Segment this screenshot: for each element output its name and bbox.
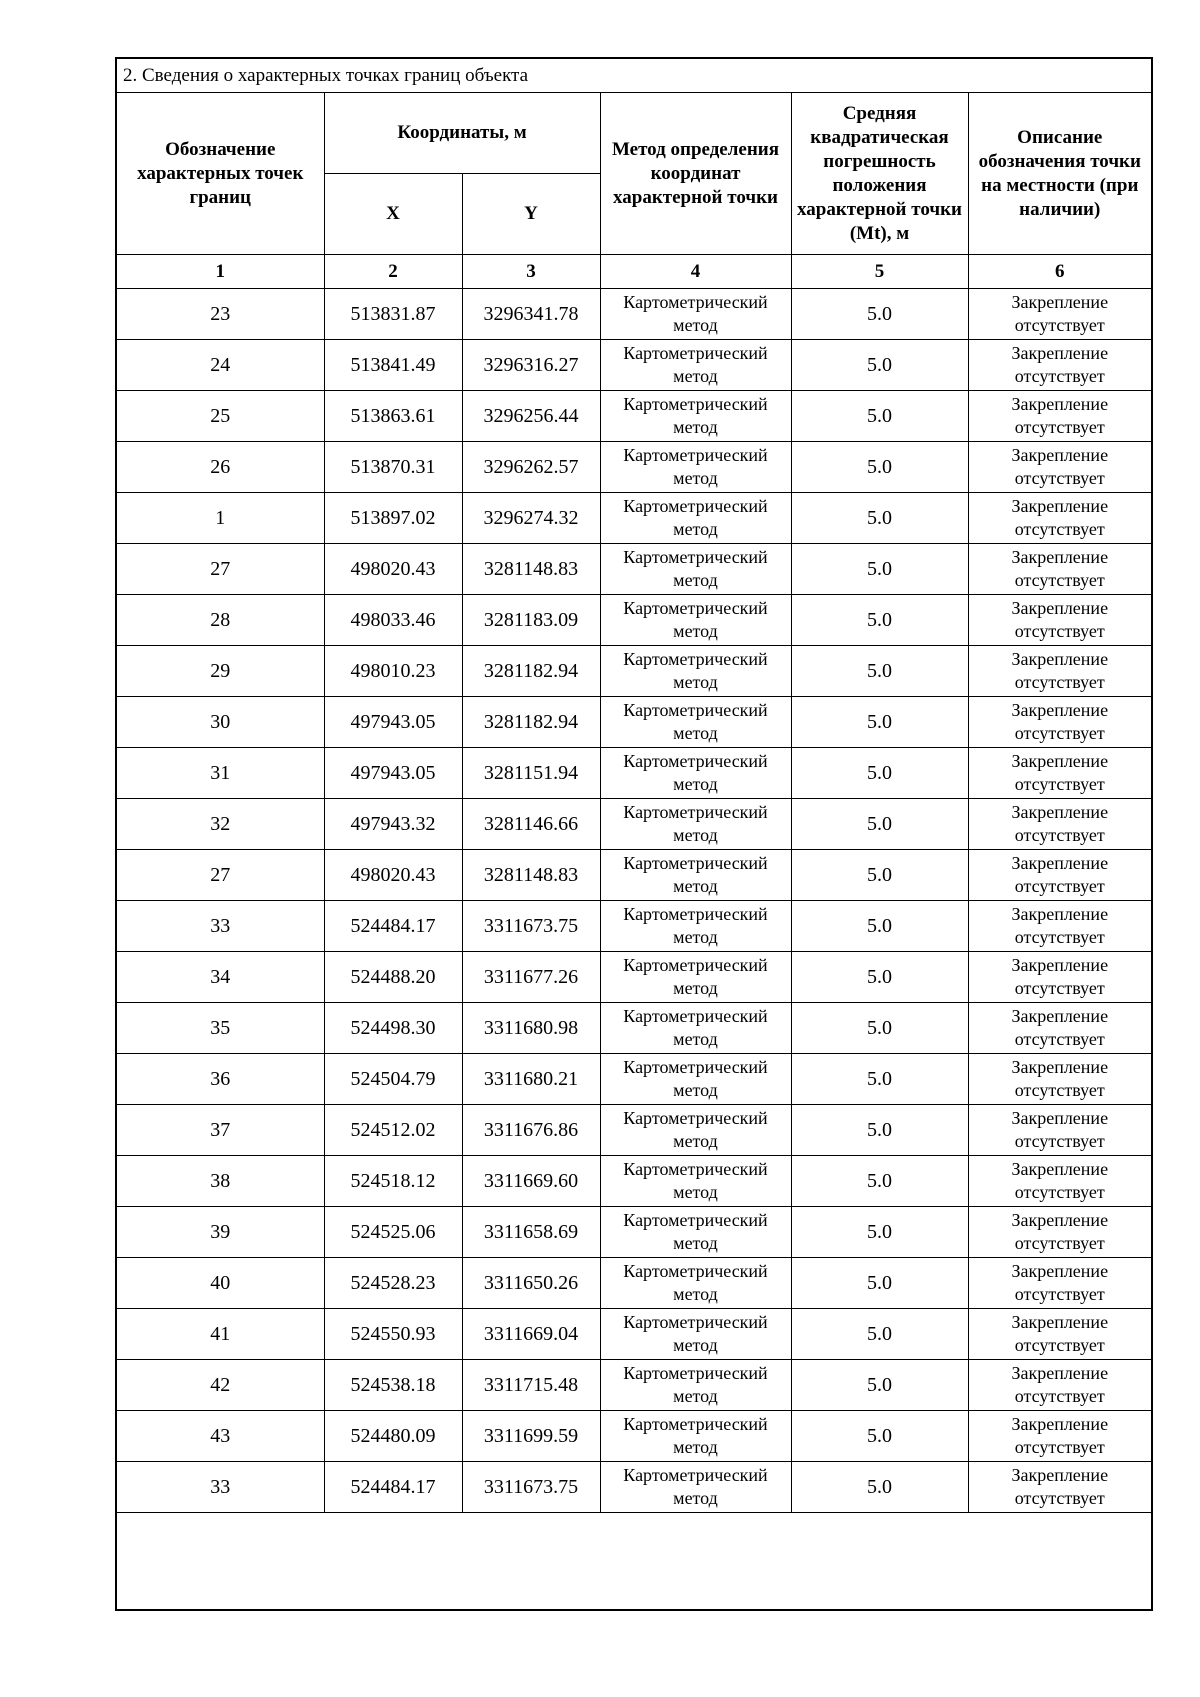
y-coordinate-cell: 3296316.27 <box>462 340 600 391</box>
header-method: Метод определения координат характерной точки <box>600 93 791 255</box>
description-cell: Закрепление отсутствует <box>968 1156 1151 1207</box>
table-row <box>117 1054 1151 1105</box>
description-cell: Закрепление отсутствует <box>968 1054 1151 1105</box>
error-cell: 5.0 <box>791 1156 968 1207</box>
point-cell: 37 <box>117 1105 324 1156</box>
x-coordinate-cell: 524538.18 <box>324 1360 462 1411</box>
table-row <box>117 1309 1151 1360</box>
error-cell: 5.0 <box>791 850 968 901</box>
x-coordinate-cell: 524480.09 <box>324 1411 462 1462</box>
table-row <box>117 1207 1151 1258</box>
header-coordinates: Координаты, м <box>324 93 600 174</box>
method-cell: Картометрический метод <box>600 340 791 391</box>
error-cell: 5.0 <box>791 697 968 748</box>
error-cell: 5.0 <box>791 1207 968 1258</box>
description-cell: Закрепление отсутствует <box>968 697 1151 748</box>
header-designation: Обозначение характерных точек границ <box>117 93 324 255</box>
method-cell: Картометрический метод <box>600 1309 791 1360</box>
method-cell: Картометрический метод <box>600 748 791 799</box>
column-number: 1 <box>117 255 324 289</box>
y-coordinate-cell: 3281148.83 <box>462 850 600 901</box>
header-x: X <box>324 174 462 255</box>
description-cell: Закрепление отсутствует <box>968 442 1151 493</box>
section-title: 2. Сведения о характерных точках границ объекта <box>117 59 1151 93</box>
y-coordinate-cell: 3296256.44 <box>462 391 600 442</box>
header-description: Описание обозначения точки на местности (при наличии) <box>968 93 1151 255</box>
x-coordinate-cell: 497943.05 <box>324 748 462 799</box>
description-cell: Закрепление отсутствует <box>968 952 1151 1003</box>
description-cell: Закрепление отсутствует <box>968 1003 1151 1054</box>
description-cell: Закрепление отсутствует <box>968 901 1151 952</box>
y-coordinate-cell: 3296341.78 <box>462 289 600 340</box>
method-cell: Картометрический метод <box>600 544 791 595</box>
description-cell: Закрепление отсутствует <box>968 799 1151 850</box>
y-coordinate-cell: 3311650.26 <box>462 1258 600 1309</box>
table-row <box>117 544 1151 595</box>
y-coordinate-cell: 3311673.75 <box>462 901 600 952</box>
error-cell: 5.0 <box>791 493 968 544</box>
method-cell: Картометрический метод <box>600 1360 791 1411</box>
point-cell: 29 <box>117 646 324 697</box>
error-cell: 5.0 <box>791 442 968 493</box>
y-coordinate-cell: 3281182.94 <box>462 646 600 697</box>
description-cell: Закрепление отсутствует <box>968 748 1151 799</box>
x-coordinate-cell: 524498.30 <box>324 1003 462 1054</box>
method-cell: Картометрический метод <box>600 850 791 901</box>
method-cell: Картометрический метод <box>600 1411 791 1462</box>
method-cell: Картометрический метод <box>600 1054 791 1105</box>
description-cell: Закрепление отсутствует <box>968 1105 1151 1156</box>
method-cell: Картометрический метод <box>600 901 791 952</box>
error-cell: 5.0 <box>791 289 968 340</box>
y-coordinate-cell: 3311677.26 <box>462 952 600 1003</box>
table-row <box>117 442 1151 493</box>
point-cell: 28 <box>117 595 324 646</box>
point-cell: 33 <box>117 901 324 952</box>
point-cell: 34 <box>117 952 324 1003</box>
method-cell: Картометрический метод <box>600 1462 791 1513</box>
boundary-points-document <box>115 57 1153 1611</box>
error-cell: 5.0 <box>791 1462 968 1513</box>
x-coordinate-cell: 524528.23 <box>324 1258 462 1309</box>
point-cell: 23 <box>117 289 324 340</box>
table-row <box>117 1258 1151 1309</box>
x-coordinate-cell: 524484.17 <box>324 901 462 952</box>
table-row <box>117 748 1151 799</box>
point-cell: 27 <box>117 850 324 901</box>
description-cell: Закрепление отсутствует <box>968 1207 1151 1258</box>
y-coordinate-cell: 3311715.48 <box>462 1360 600 1411</box>
error-cell: 5.0 <box>791 1411 968 1462</box>
point-cell: 30 <box>117 697 324 748</box>
method-cell: Картометрический метод <box>600 799 791 850</box>
point-cell: 32 <box>117 799 324 850</box>
method-cell: Картометрический метод <box>600 1207 791 1258</box>
point-cell: 24 <box>117 340 324 391</box>
column-number: 4 <box>600 255 791 289</box>
point-cell: 1 <box>117 493 324 544</box>
y-coordinate-cell: 3281148.83 <box>462 544 600 595</box>
method-cell: Картометрический метод <box>600 493 791 544</box>
description-cell: Закрепление отсутствует <box>968 646 1151 697</box>
point-cell: 36 <box>117 1054 324 1105</box>
error-cell: 5.0 <box>791 340 968 391</box>
y-coordinate-cell: 3281151.94 <box>462 748 600 799</box>
error-cell: 5.0 <box>791 391 968 442</box>
x-coordinate-cell: 524504.79 <box>324 1054 462 1105</box>
column-number: 5 <box>791 255 968 289</box>
y-coordinate-cell: 3311673.75 <box>462 1462 600 1513</box>
error-cell: 5.0 <box>791 901 968 952</box>
y-coordinate-cell: 3281183.09 <box>462 595 600 646</box>
description-cell: Закрепление отсутствует <box>968 1258 1151 1309</box>
x-coordinate-cell: 497943.32 <box>324 799 462 850</box>
error-cell: 5.0 <box>791 748 968 799</box>
point-cell: 25 <box>117 391 324 442</box>
description-cell: Закрепление отсутствует <box>968 1411 1151 1462</box>
blank-area <box>117 1513 1151 1599</box>
x-coordinate-cell: 524518.12 <box>324 1156 462 1207</box>
table-row <box>117 1003 1151 1054</box>
column-number: 6 <box>968 255 1151 289</box>
point-cell: 40 <box>117 1258 324 1309</box>
column-number-row <box>117 255 1151 289</box>
method-cell: Картометрический метод <box>600 1258 791 1309</box>
description-cell: Закрепление отсутствует <box>968 340 1151 391</box>
description-cell: Закрепление отсутствует <box>968 850 1151 901</box>
table-row <box>117 289 1151 340</box>
y-coordinate-cell: 3281182.94 <box>462 697 600 748</box>
x-coordinate-cell: 524512.02 <box>324 1105 462 1156</box>
table-row <box>117 697 1151 748</box>
method-cell: Картометрический метод <box>600 1003 791 1054</box>
x-coordinate-cell: 513870.31 <box>324 442 462 493</box>
error-cell: 5.0 <box>791 544 968 595</box>
point-cell: 42 <box>117 1360 324 1411</box>
description-cell: Закрепление отсутствует <box>968 1309 1151 1360</box>
x-coordinate-cell: 524484.17 <box>324 1462 462 1513</box>
y-coordinate-cell: 3296274.32 <box>462 493 600 544</box>
error-cell: 5.0 <box>791 1003 968 1054</box>
x-coordinate-cell: 497943.05 <box>324 697 462 748</box>
description-cell: Закрепление отсутствует <box>968 1360 1151 1411</box>
table-row <box>117 901 1151 952</box>
description-cell: Закрепление отсутствует <box>968 1462 1151 1513</box>
method-cell: Картометрический метод <box>600 1105 791 1156</box>
x-coordinate-cell: 524525.06 <box>324 1207 462 1258</box>
error-cell: 5.0 <box>791 1360 968 1411</box>
x-coordinate-cell: 524488.20 <box>324 952 462 1003</box>
y-coordinate-cell: 3311669.60 <box>462 1156 600 1207</box>
description-cell: Закрепление отсутствует <box>968 595 1151 646</box>
boundary-points-table <box>117 59 1151 1513</box>
x-coordinate-cell: 513841.49 <box>324 340 462 391</box>
x-coordinate-cell: 498020.43 <box>324 850 462 901</box>
description-cell: Закрепление отсутствует <box>968 493 1151 544</box>
method-cell: Картометрический метод <box>600 952 791 1003</box>
method-cell: Картометрический метод <box>600 646 791 697</box>
y-coordinate-cell: 3311699.59 <box>462 1411 600 1462</box>
point-cell: 26 <box>117 442 324 493</box>
column-number: 2 <box>324 255 462 289</box>
table-row <box>117 493 1151 544</box>
y-coordinate-cell: 3311680.21 <box>462 1054 600 1105</box>
error-cell: 5.0 <box>791 1309 968 1360</box>
point-cell: 39 <box>117 1207 324 1258</box>
point-cell: 33 <box>117 1462 324 1513</box>
header-y: Y <box>462 174 600 255</box>
point-cell: 35 <box>117 1003 324 1054</box>
table-row <box>117 391 1151 442</box>
x-coordinate-cell: 513831.87 <box>324 289 462 340</box>
point-cell: 41 <box>117 1309 324 1360</box>
point-cell: 43 <box>117 1411 324 1462</box>
error-cell: 5.0 <box>791 1054 968 1105</box>
method-cell: Картометрический метод <box>600 697 791 748</box>
y-coordinate-cell: 3311680.98 <box>462 1003 600 1054</box>
error-cell: 5.0 <box>791 1105 968 1156</box>
table-row <box>117 850 1151 901</box>
method-cell: Картометрический метод <box>600 289 791 340</box>
error-cell: 5.0 <box>791 799 968 850</box>
error-cell: 5.0 <box>791 646 968 697</box>
table-row <box>117 1360 1151 1411</box>
table-row <box>117 1156 1151 1207</box>
y-coordinate-cell: 3311676.86 <box>462 1105 600 1156</box>
x-coordinate-cell: 498010.23 <box>324 646 462 697</box>
error-cell: 5.0 <box>791 595 968 646</box>
x-coordinate-cell: 513863.61 <box>324 391 462 442</box>
error-cell: 5.0 <box>791 1258 968 1309</box>
point-cell: 38 <box>117 1156 324 1207</box>
y-coordinate-cell: 3311669.04 <box>462 1309 600 1360</box>
description-cell: Закрепление отсутствует <box>968 391 1151 442</box>
table-row <box>117 1462 1151 1513</box>
column-number: 3 <box>462 255 600 289</box>
table-row <box>117 1105 1151 1156</box>
table-row <box>117 952 1151 1003</box>
point-cell: 31 <box>117 748 324 799</box>
method-cell: Картометрический метод <box>600 595 791 646</box>
point-cell: 27 <box>117 544 324 595</box>
x-coordinate-cell: 524550.93 <box>324 1309 462 1360</box>
method-cell: Картометрический метод <box>600 442 791 493</box>
table-row <box>117 340 1151 391</box>
table-row <box>117 1411 1151 1462</box>
table-row <box>117 799 1151 850</box>
x-coordinate-cell: 498033.46 <box>324 595 462 646</box>
table-row <box>117 595 1151 646</box>
error-cell: 5.0 <box>791 952 968 1003</box>
method-cell: Картометрический метод <box>600 1156 791 1207</box>
method-cell: Картометрический метод <box>600 391 791 442</box>
y-coordinate-cell: 3311658.69 <box>462 1207 600 1258</box>
header-error: Средняя квадратическая погрешность положения характерной точки (Mt), м <box>791 93 968 255</box>
description-cell: Закрепление отсутствует <box>968 289 1151 340</box>
x-coordinate-cell: 513897.02 <box>324 493 462 544</box>
description-cell: Закрепление отсутствует <box>968 544 1151 595</box>
x-coordinate-cell: 498020.43 <box>324 544 462 595</box>
table-row <box>117 646 1151 697</box>
y-coordinate-cell: 3281146.66 <box>462 799 600 850</box>
y-coordinate-cell: 3296262.57 <box>462 442 600 493</box>
